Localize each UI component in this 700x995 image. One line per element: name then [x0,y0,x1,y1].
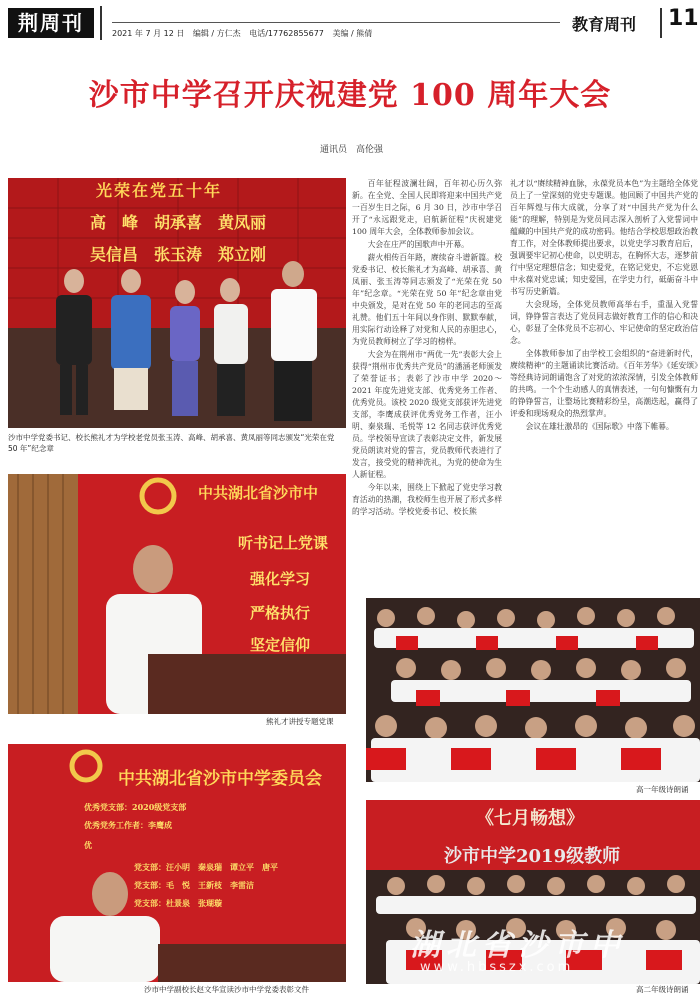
watermark-url: www.hbsszx.com [420,960,574,975]
photo-party-lecture [8,474,346,714]
lecture-line-3: 严格执行 [250,604,311,622]
page-number: 11 [668,6,699,31]
commendation-line-2: 优秀党务工作者：李鹰成 [84,820,172,830]
caption-grade2-recital: 高二年级诗朗诵 [636,985,689,994]
banner-title: 《七月畅想》 [476,808,584,829]
headline: 沙市中学召开庆祝建党 100 周年大会 [88,78,612,113]
paragraph: 大会现场，全体党员教师高举右手，重温入党誓词，铮铮誓言表达了党员同志做好教育工作的信心和决心，彰显了全体党员不忘初心、牢记使命的坚定政治信念。 [510,300,698,345]
photo-grade1-recital-art [366,598,700,782]
banner-title: 光荣在党五十年 [96,181,223,200]
banner-title: 中共湖北省沙市中 [198,484,319,502]
issue-editor: 编辑 / 方仁杰 [192,29,241,38]
article-column-1 [352,178,502,519]
lecture-line-1: 听书记上党课 [238,534,329,552]
masthead [0,0,700,42]
paragraph: 大会在庄严的国歌声中开幕。 [367,240,469,249]
section-title: 教育周刊 [572,15,637,34]
photo-award-ceremony [8,178,346,428]
paragraph: 礼才以“赓续精神血脉，永葆党员本色”为主题给全体党员上了一堂深刻的党史专题课。他回顾了中国共产党的百年辉煌与伟大成就，分享了对“中国共产党为什么能”的理解，特别是为党员同志深入剖析了入党誓词中蕴藏的中国共产党的成功密码。他结合学校思想政治教育工作，对全体教师提出要求，以党史学习教育启后，强调要牢记初心使命，以史明志，在胸怀大志，逐梦前行中坚定理想信念；知史爱党，在铭记党史，不忘党恩中永葆对党忠诚；知史爱国，在学史力行，砥砺奋斗中书写历史新篇。 [510,179,698,296]
newspaper-logo: 荆周刊 [8,8,94,38]
caption-award-ceremony: 沙市中学党委书记、校长熊礼才为学校老党员张玉涛、高峰、胡承喜、黄凤丽等同志颁发“光荣在党 50 年”纪念章 [8,433,335,453]
paragraph: 会议在雄壮激昂的《国际歌》中落下帷幕。 [525,422,674,431]
divider [100,6,102,40]
caption-party-lecture: 熊礼才讲授专题党课 [266,717,334,726]
issue-info [112,28,378,39]
commendation-line-4: 党支部：汪小明 秦泉瑞 谭立平 唐平 [134,862,278,872]
caption-grade1-recital: 高一年级诗朗诵 [636,785,689,794]
commendation-line-1: 优秀党支部：2020级党支部 [84,802,187,812]
commendation-line-5: 党支部：毛 悦 王新枝 李雷洁 [134,880,254,890]
commendation-line-6: 党支部：杜景泉 张瑚璇 [134,898,222,908]
issue-designer: 美编 / 熊倩 [332,29,373,38]
paragraph: 百年征程波澜壮阔，百年初心历久弥新。在全党、全国人民即将迎来中国共产党一百岁生日之际，6 月 30 日，沙市中学召开了“永远跟党走，启航新征程”庆祝建党 100 周年大会，全体教师参加会议。 [352,179,502,236]
banner-title: 中共湖北省沙市中学委员会 [118,769,322,789]
divider [112,22,560,23]
photo-commendation [8,744,346,982]
lecture-line-2: 强化学习 [250,570,311,588]
banner-names-1: 高 峰 胡承喜 黄凤丽 [90,213,267,232]
photo-party-lecture-art [8,474,346,714]
banner-names-2: 吴信昌 张玉涛 郑立刚 [90,245,267,264]
lecture-line-4: 坚定信仰 [250,636,311,654]
paragraph: 全体教师参加了由学校工会组织的“奋进新时代，赓续精神”的主题诵读比赛活动。《百年芳华》《延安颂》等经典诗词朗诵饱含了对党的浓浓深情，引发全体教师的共鸣。一个个生动感人的真情表述，一句句慷慨有力的铮铮誓言，让整场比赛精彩纷呈，高潮迭起，赢得了评委和现场观众的热烈掌声。 [510,349,698,418]
banner-subtitle: 沙市中学2019级教师 [444,846,621,867]
byline: 通讯员 高伦强 [320,145,384,155]
watermark-text: 湖北省沙市中 [410,928,626,963]
article-column-2 [510,178,698,434]
photo-grade1-recital [366,598,700,782]
paragraph: 大会为在荆州市“两优一先”表彰大会上获得“荆州市优秀共产党员”的潘涵老师颁发了荣誉证书；表彰了沙市中学 2020～2021 年度先进党支部、优秀党务工作者、优秀党员。该校 2020 级党支部获评先进党支部，李鹰成获评优秀党务工作者，汪小明、秦泉瑞、毛悦等 12 名同志获评优秀党员。学校领导宣读了表彰决定文件，新发展党员朗读对党的誓言，党员教师代表进行了发言，接受党的精神洗礼，为党的使命为生人新征程。 [352,350,502,479]
divider [660,8,662,38]
caption-commendation: 沙市中学副校长赵文华宣读沙市中学党委表彰文件 [144,985,309,994]
issue-date: 2021 年 7 月 12 日 [112,29,185,38]
paragraph: 今年以来，围绕上下掀起了党史学习教育活动的热潮，我校师生也开展了形式多样的学习活动。学校党委书记、校长熊 [352,483,502,516]
issue-phone: 电话/17762855677 [249,29,324,38]
paragraph: 薪火相传百年路，赓续奋斗谱新篇。校党委书记、校长熊礼才为高峰、胡承喜、黄凤丽、张玉涛等同志颁发了“光荣在党 50 年”纪念章。“光荣在党 50 年”纪念章由党中央颁发，是对在党 50 年的老同志的至高礼赞。他们五十年间以身作则、默默奉献，用实际行动诠释了对党和人民的赤胆忠心，为党员教师树立了学习的榜样。 [352,253,502,346]
commendation-line-3: 优 [84,840,92,850]
